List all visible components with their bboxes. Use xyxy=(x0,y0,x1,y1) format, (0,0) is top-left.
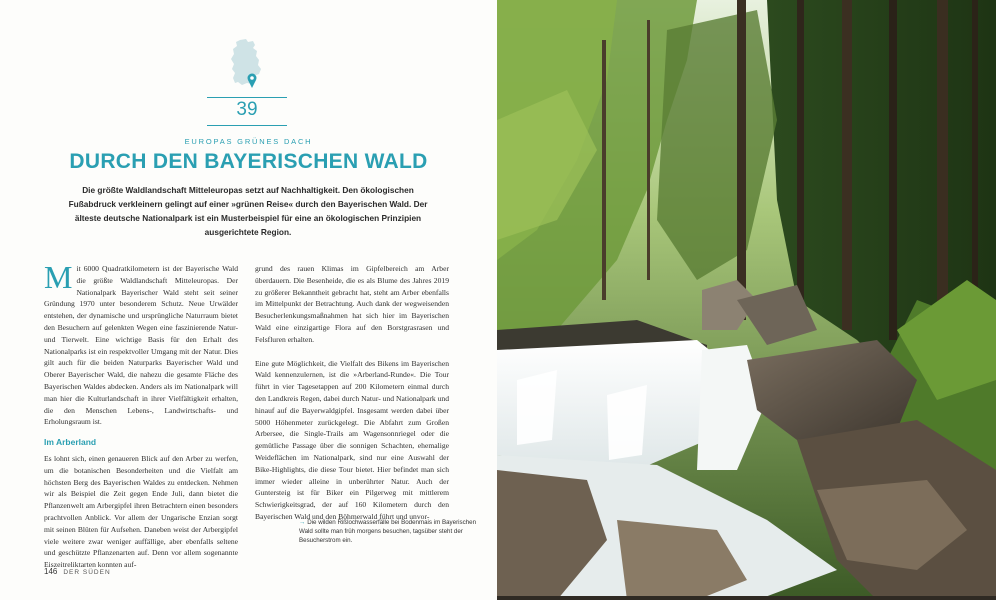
chapter-title: DURCH DEN BAYERISCHEN WALD xyxy=(69,150,428,173)
lead-paragraph: Die größte Waldlandschaft Mitteleuropas setzt auf Nachhaltigkeit. Den ökologischen Fußabdruck verkleinern gelingt auf einer »grünen Reise« durch den Bayerischen Wald. Der älteste deutsche Nationalpark ist ein Musterbeispiel für eine an ökologischen Prinzipien ausgerichtete Region. xyxy=(68,185,428,237)
page-number: 146 xyxy=(44,567,58,576)
germany-map-pin-icon xyxy=(226,38,266,96)
chapter-rule-bottom xyxy=(207,125,287,126)
drop-cap: M xyxy=(44,259,73,295)
left-page xyxy=(0,0,497,600)
biking-paragraph: Eine gute Möglichkeit, die Vielfalt des Bikens im Bayerischen Wald kennenzulernen, ist die »Arberland-Runde«. Die Tour führt in vier Tagesetappen auf 200 Kilometern einmal durch den Landkreis Regen, dabei durch Natur- und Nationalpark und hinauf auf die Bayerwaldgipfel. Insgesamt werden dabei über 5000 Höhenmeter zurückgelegt. Die Abfahrt zum Großen Arbersee, die Single-Trails am Wagensonnriegel oder die gemütliche Passage über die sonnigen Schachten, ehemalige Weideflächen im Nationalpark, sind nur eine Auswahl der Bike-Highlights, die diese Tour bietet. Hier befindet man sich immer wieder alleine in unberührter Natur. Auch der Guntersteig ist für Biker ein Pilgerweg mit mittlerem Schwierigkeitsgrad, der auf 160 Kilometern durch den Bayerischen Wald und den Böhmerwald führt und unvor- xyxy=(255,358,449,521)
body-column-2 xyxy=(255,263,449,523)
intro-text: it 6000 Quadratkilometern ist der Bayerische Wald die größte Waldlandschaft Mitteleuropas. Der Nationalpark Bayerischer Wald steht seit seiner Gründung 1970 unter besonderem Schutz. Neue Urwälder entstehen, der dynamische und ursprüngliche Naturraum bietet den Besuchern auf gelenkten Wegen eine faszinierende Natur- und Tierwelt. Eine wichtige Basis für den Erhalt des Nationalparks ist ein respektvoller Umgang mit der Natur. Dies gilt auch für die beiden Naturparks Bayerischer Wald und Oberer Bayerischer Wald, die nahezu die gesamte Fläche des Bayerischen Waldes abdecken. Anders als im Nationalpark will man hier die Kulturlandschaft in ihrer Vielfältigkeit erhalten, die den Menschen Lebens-, Landwirtschafts- und Erholungsraum ist. xyxy=(44,264,238,427)
intro-paragraph xyxy=(44,259,238,428)
section-subhead: Im Arberland xyxy=(44,437,97,448)
page-folio xyxy=(44,567,111,576)
caption-text: Die wilden Rißlochwasserfälle bei Bodenmais im Bayerischen Wald sollte man früh morgens besuchen, tagsüber steht der Besucherstrom ein. xyxy=(299,519,477,544)
flora-paragraph: grund des rauen Klimas im Gipfelbereich am Arber überdauern. Die Besenheide, die es als Blume des Jahres 2019 zu größerer Bekanntheit gebracht hat, steht am Arber ebenfalls im Mittelpunkt der Betrachtung. Auch dank der wegweisenden Besucherlenkungsmaßnahmen hat sich hier im Bayerischen Wald eine einzigartige Flora auf den Borstgrasrasen und Felsfluren erhalten. xyxy=(255,264,449,344)
body-column-1 xyxy=(44,259,238,571)
chapter-rule-top xyxy=(207,97,287,98)
arberland-paragraph: Es lohnt sich, einen genaueren Blick auf den Arber zu werfen, um die botanischen Besonderheiten und die Vielfalt am höchsten Berg des Bayerischen Waldes zu entdecken. Nehmen wir als Beispiel die Zeit gegen Ende Juli, dann bietet die Pflanzenwelt am Arbergipfel ihren Betrachtern einen besonders prachtvollen Anblick. Vor allem der Ungarische Enzian sorgt mit seinen Blüten für Aufsehen. Daneben weist der Arbergipfel viele weitere zwar weniger auffällige, aber ebenfalls seltene und geschützte Pflanzenarten auf. Denn vor allem sogenannte Eiszeitreliktarten konnten auf- xyxy=(44,453,238,570)
photo-caption xyxy=(299,519,481,545)
chapter-kicker: EUROPAS GRÜNES DACH xyxy=(184,137,313,146)
chapter-number: 39 xyxy=(236,99,258,120)
section-name: DER SÜDEN xyxy=(63,569,111,576)
caption-arrow-icon: → xyxy=(299,519,306,526)
waterfall-photo xyxy=(497,0,996,600)
